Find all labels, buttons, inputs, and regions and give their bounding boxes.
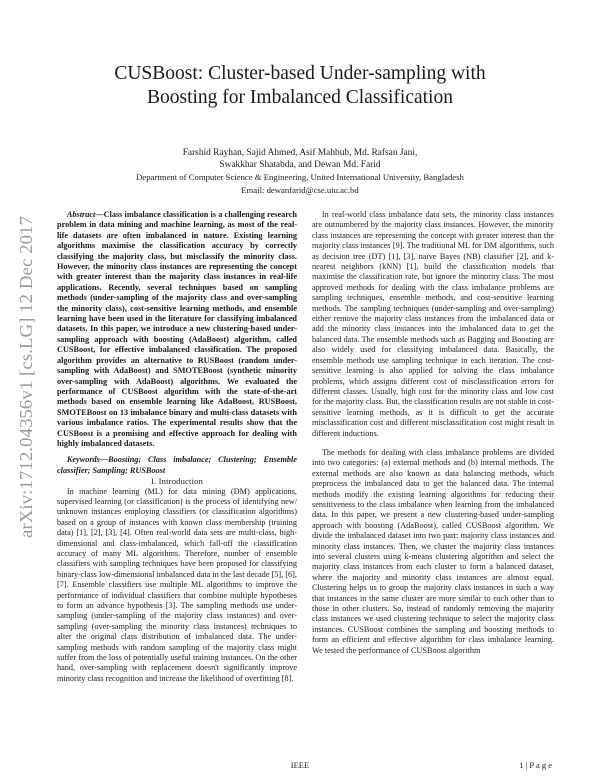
- body-paragraph-1: In real-world class imbalance data sets, the minority class instances are outnumbered by the majority class instances. However, the minority class instances are representing the concept with greater interest than the majority class instances [9]. The traditional ML for DM algorithms, such as decision tree (DT) [1], [3], naïve Bayes (NB) classifier [2], and k-nearest neighbors (kNN) [1], build the classification models that maximise the classification rate, but ignore the minority class. The most approved methods for dealing with the class imbalance problems are sampling techniques, ensemble methods, and cost-sensitive learning methods. The sampling techniques (under-sampling and over-sampling) either remove the majority class instances from the imbalanced data or add the minority class instances into the imbalanced data to get the balanced data. The ensemble methods such as Bagging and Boosting are also widely used for classifying imbalanced data. Basically, the ensemble methods use sampling technique in each iteration. The cost-sensitive learning is also applied for solving the class imbalance problems, which assigns different cost of misclassification errors for different classes. Usually, high cost for the minority class and low cost for the majority class. But, the classification results are not stable in cost-sensitive learning methods, as it is difficult to get the accurate misclassification cost and different misclassification cost might result in different inductions.: [312, 210, 554, 438]
- page-number: 1 | P a g e: [519, 760, 552, 770]
- keywords: Keywords—Boosting; Class imbalance; Clustering; Ensemble classifier; Sampling; RUSBoost: [57, 455, 297, 475]
- arxiv-stamp: [15, 208, 37, 538]
- abstract: [57, 210, 297, 449]
- page-footer: [0, 760, 600, 772]
- title-line-1: CUSBoost: Cluster-based Under-sampling with: [114, 63, 486, 84]
- left-column: [57, 210, 297, 684]
- title-line-2: Boosting for Imbalanced Classification: [147, 87, 453, 108]
- arxiv-stamp-text: arXiv:1712.04356v1 [cs.LG] 12 Dec 2017: [16, 240, 36, 538]
- affiliation: Department of Computer Science & Engineering, United International University, Bangladesh: [136, 172, 464, 182]
- authors-line-1: Farshid Rayhan, Sajid Ahmed, Asif Mahbub, Md. Rafsan Jani,: [182, 148, 418, 158]
- authors-line-2: Swakkhar Shatabda, and Dewan Md. Farid: [219, 160, 381, 170]
- right-column: [312, 210, 554, 656]
- intro-paragraph: In machine learning (ML) for data mining (DM) applications, supervised learning (or classification) is the process of identifying new/ unknown instances employing classifiers (or classification algorithms) based on a group of instances with known class membership (training data) [1], [2], [3], [4]. Often real-world data sets are multi-class, high-dimensional and class-imbalanced, which fall-off the classification accuracy of many ML algorithms. Therefore, number of ensemble classifiers with sampling techniques have been proposed for classifying binary-class low-dimensional imbalanced data in the last decade [5], [6], [7]. Ensemble classifiers use multiple ML algorithms to improve the performance of individual classifiers that combine multiple hypotheses to form an advance hypothesis [3]. The sampling methods use under-sampling (under-sampling of the majority class instances) and over-sampling (over-sampling the minority class instances) techniques to alter the original class distribution of imbalanced data. The under-sampling methods with random sampling of the majority class might suffer from the loss of potentially useful training instances. On the other hand, over-sampling with replacement doesn't significantly improve minority class recognition and increase the likelihood of overfitting [8].: [57, 486, 297, 683]
- section-heading-introduction: I. Introduction: [150, 476, 204, 487]
- author-email: Email: dewanfarid@cse.uiu.ac.bd: [241, 185, 359, 195]
- body-paragraph-2: The methods for dealing with class imbalance problems are divided into two categories: (a) external methods and (b) internal methods. The external methods are also known as data balancing methods, which preprocess the imbalanced data to get the balanced data. The internal methods modify the existing learning algorithms for reducing their sensitiveness to the class imbalance when learning from the imbalanced data. In this paper, we present a new clustering-based under-sampling approach with boosting (AdaBoost), called CUSBoost algorithm. We divide the imbalanced dataset into two part: majority class instances and minority class instances. Then, we cluster the majority class instances into several clusters using k-means clustering algorithm and select the majority class instances from each cluster to form a balanced dataset, where the majority and minority class instances are almost equal. Clustering helps us to group the majority class instances in such a way that instances in the same cluster are more similar to each other than to those in other clusters. So, instead of randomly removing the majority class instances we used clustering technique to select the majority class instances. CUSBoost combines the sampling and boosting methods to form an efficient and effective algorithm for class imbalance learning. We tested the performance of CUSBoost algorithm: [312, 447, 554, 655]
- paper-title: [40, 62, 560, 110]
- author-list: [60, 147, 540, 171]
- paragraph-gap: [312, 439, 554, 448]
- footer-publisher: IEEE: [290, 760, 310, 770]
- abstract-label: Abstract: [66, 210, 96, 219]
- abstract-text: —Class imbalance classification is a challenging research problem in data mining and machine learning, as most of the real-life datasets are often imbalanced in nature. Existing learning algorithms maximise the classification accuracy by correctly classifying the majority class, but misclassify the minority class. However, the minority class instances are representing the concept with greater interest than the majority class instances in real-life applications. Recently, several techniques based on sampling methods (under-sampling of the majority class and over-sampling the minority class), cost-sensitive learning methods, and ensemble learning have been used in the literature for classifying imbalanced datasets. In this paper, we introduce a new clustering-based under-sampling approach with boosting (AdaBoost) algorithm, called CUSBoost, for effective imbalanced classification. The proposed algorithm provides an alternative to RUSBoost (random under-sampling with AdaBoost) and SMOTEBoost (synthetic minority over-sampling with AdaBoost) algorithms. We evaluated the performance of CUSBoost algorithm with the state-of-the-art methods based on ensemble learning like AdaBoost, RUSBoost, SMOTEBoost on 13 imbalance binary and multi-class datasets with various imbalance ratios. The experimental results show that the CUSBoost is a promising and effective approach for dealing with highly imbalanced datasets.: [57, 210, 297, 448]
